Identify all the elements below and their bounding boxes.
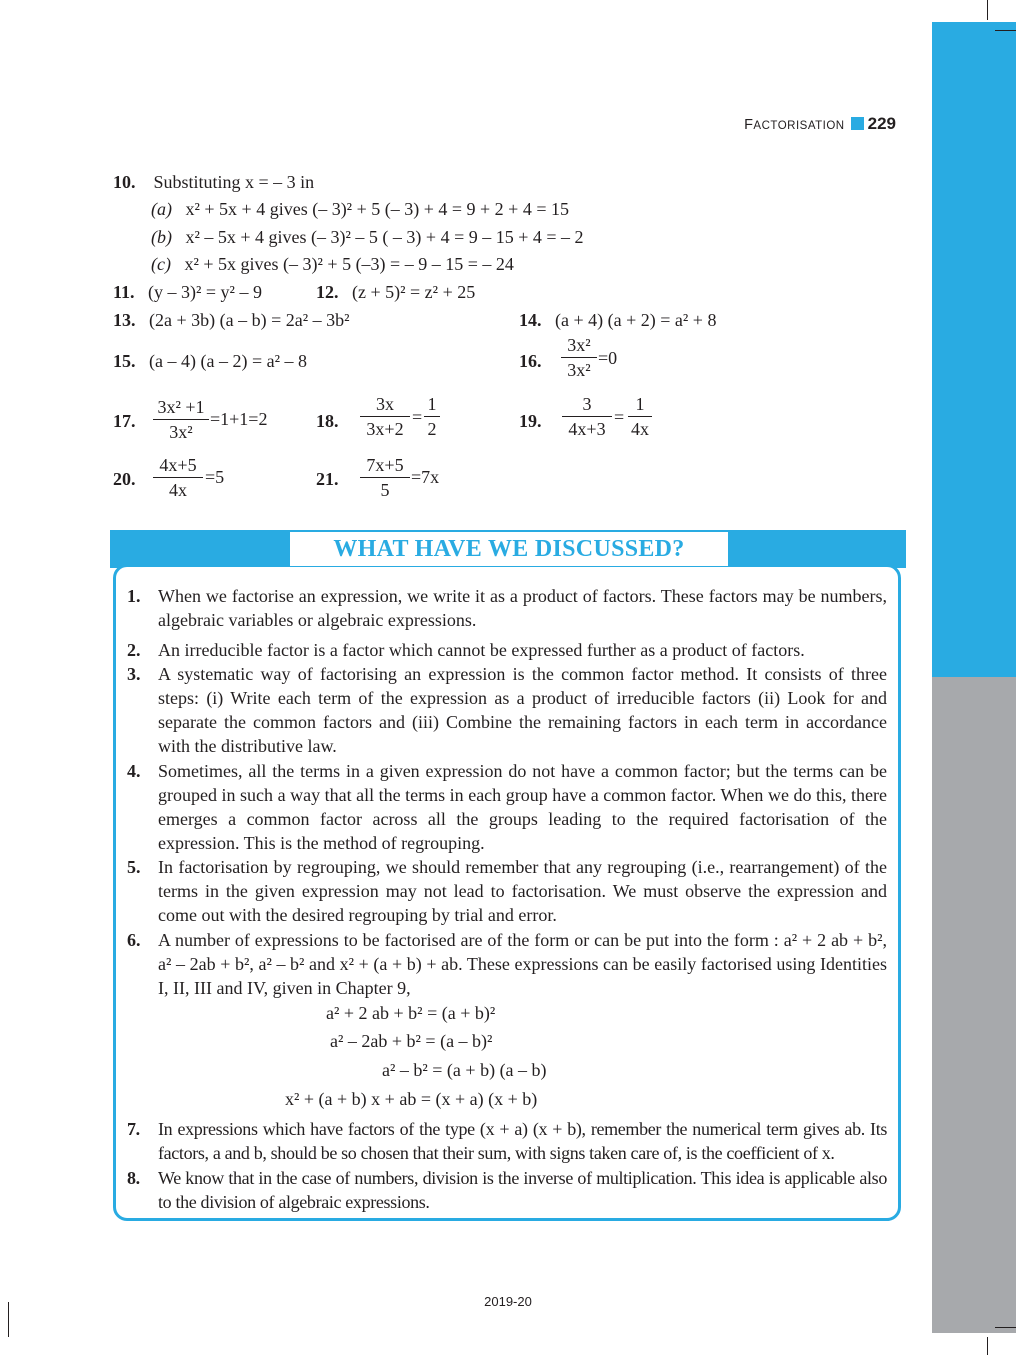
fraction: [360, 393, 410, 440]
point-number: 1.: [127, 586, 141, 606]
answer-number: 17.: [113, 411, 136, 431]
discussion-point-6: [127, 928, 887, 1000]
answer-number: 18.: [316, 411, 339, 431]
fraction: [628, 393, 652, 440]
discussion-point-4: [127, 759, 887, 855]
answer-number: 16.: [519, 351, 542, 371]
discussion-point-2: [127, 638, 887, 662]
answer-text: x² + 5x + 4 gives (– 3)² + 5 (– 3) + 4 = 9 + 2 + 4 = 15: [185, 199, 569, 219]
answer-number: 14.: [519, 310, 542, 330]
answer-number: 15.: [113, 351, 136, 371]
point-text: In factorisation by regrouping, we should remember that any regrouping (i.e., rearrangement) of the terms in the given expression may not lead to factorisation. We must observe the expression and come out with the desired regrouping by trial and error.: [158, 857, 887, 925]
fraction-numerator: 1: [427, 394, 437, 414]
header-square-icon: [851, 117, 864, 130]
answer-number: 10.: [113, 172, 136, 192]
answer-10b: [151, 226, 584, 248]
answer-11: [113, 281, 262, 303]
section-title: FACTORISATION: [744, 117, 845, 133]
equals-sign: =: [614, 407, 625, 427]
fraction-denominator: 5: [380, 480, 390, 500]
fraction: [424, 393, 440, 440]
equals-sign: =: [412, 407, 423, 427]
answer-text: Substituting x = – 3 in: [153, 172, 315, 192]
equation-rhs: =7x: [411, 467, 440, 487]
point-number: 2.: [127, 640, 141, 660]
answer-15: [113, 350, 307, 372]
point-number: 8.: [127, 1168, 140, 1188]
fraction-numerator: 3x² +1: [157, 397, 205, 417]
point-text: In expressions which have factors of the type (x + a) (x + b), remember the numerical term gives ab. Its factors, a and b, should be so chosen that their sum, with signs taken care of, is the coefficient of x.: [158, 1119, 887, 1163]
fraction-denominator: 4x+3: [568, 419, 606, 439]
answer-12: [316, 281, 475, 303]
fraction-numerator: 4x+5: [159, 455, 197, 475]
fraction: [562, 393, 612, 440]
answer-10a: [151, 198, 569, 220]
crop-mark: [995, 30, 1016, 31]
point-number: 3.: [127, 664, 141, 684]
answer-number: 20.: [113, 469, 136, 489]
discussion-point-5: [127, 855, 887, 927]
answer-number: 21.: [316, 469, 339, 489]
answer-10: [113, 171, 314, 193]
point-number: 7.: [127, 1119, 140, 1139]
discussion-point-1: [127, 584, 887, 632]
running-header: [0, 114, 896, 134]
answer-text: x² – 5x + 4 gives (– 3)² – 5 ( – 3) + 4 = 9 – 15 + 4 = – 2: [185, 227, 584, 247]
page-number: 229: [867, 114, 896, 133]
answer-sub-label: (a): [151, 199, 172, 219]
fraction: [153, 396, 209, 443]
fraction-bar: [628, 416, 652, 417]
fraction-bar: [561, 357, 597, 358]
answer-text: (y – 3)² = y² – 9: [148, 282, 262, 302]
fraction-bar: [153, 477, 203, 478]
fraction-denominator: 3x²: [169, 422, 193, 442]
point-number: 6.: [127, 930, 141, 950]
discussion-point-3: [127, 662, 887, 758]
answer-number: 19.: [519, 411, 542, 431]
point-text: A systematic way of factorising an expression is the common factor method. It consists of three steps: (i) Write each term of the expression as a product of irreducible factors (ii) Look for and separate the common factors and (iii) Combine the remaining factors in each term in accordance with the distributive law.: [158, 664, 887, 756]
point-text: An irreducible factor is a factor which cannot be expressed further as a product of factors.: [158, 640, 805, 660]
point-number: 4.: [127, 761, 141, 781]
fraction-numerator: 3: [582, 394, 592, 414]
answer-10c: [151, 253, 514, 275]
identity-2: a² – 2ab + b² = (a – b)²: [330, 1031, 493, 1051]
answer-text: (a – 4) (a – 2) = a² – 8: [149, 351, 307, 371]
fraction-bar: [562, 416, 612, 417]
crop-mark: [987, 0, 988, 20]
footer-year: 2019-20: [484, 1294, 532, 1309]
answer-text: (z + 5)² = z² + 25: [352, 282, 476, 302]
answer-text: (a + 4) (a + 2) = a² + 8: [555, 310, 717, 330]
fraction-numerator: 1: [635, 394, 645, 414]
fraction: [561, 334, 597, 381]
crop-mark: [987, 1337, 988, 1355]
fraction-denominator: 4x: [169, 480, 187, 500]
point-text: When we factorise an expression, we write it as a product of factors. These factors may be numbers, algebraic variables or algebraic expressions.: [158, 586, 887, 630]
answer-text: (2a + 3b) (a – b) = 2a² – 3b²: [149, 310, 350, 330]
identity-3: a² – b² = (a + b) (a – b): [382, 1060, 547, 1080]
answer-text: x² + 5x gives (– 3)² + 5 (–3) = – 9 – 15 = – 24: [184, 254, 514, 274]
fraction-numerator: 7x+5: [366, 455, 404, 475]
discussion-point-8: [127, 1166, 887, 1214]
fraction-bar: [360, 416, 410, 417]
identity-4: x² + (a + b) x + ab = (x + a) (x + b): [285, 1089, 538, 1109]
answer-sub-label: (b): [151, 227, 172, 247]
answer-13: [113, 309, 350, 331]
fraction-bar: [153, 419, 209, 420]
answer-number: 11.: [113, 282, 135, 302]
equation-rhs: =5: [205, 467, 225, 487]
point-text: We know that in the case of numbers, division is the inverse of multiplication. This idea is applicable also to the division of algebraic expressions.: [158, 1168, 887, 1212]
equation-rhs: =1+1=2: [210, 409, 268, 429]
fraction-denominator: 2: [427, 419, 437, 439]
answer-number: 12.: [316, 282, 339, 302]
point-text: A number of expressions to be factorised are of the form or can be put into the form : a² + 2 ab + b², a² – 2ab + b², a² – b² and x² + (a + b) + ab. These expressions can be easily factorised using Identities I, II, III and IV, given in Chapter 9,: [158, 930, 887, 998]
fraction-denominator: 3x+2: [366, 419, 404, 439]
answer-14: [519, 309, 716, 331]
discussion-point-7: [127, 1117, 887, 1165]
answer-number: 13.: [113, 310, 136, 330]
side-bar-blue: [932, 22, 1016, 677]
fraction-bar: [424, 416, 440, 417]
fraction-denominator: 3x²: [567, 360, 591, 380]
answer-sub-label: (c): [151, 254, 171, 274]
discussion-title: WHAT HAVE WE DISCUSSED?: [290, 532, 728, 566]
fraction: [360, 454, 410, 501]
equation-rhs: =0: [598, 348, 618, 368]
identity-1: a² + 2 ab + b² = (a + b)²: [326, 1003, 496, 1023]
point-text: Sometimes, all the terms in a given expression do not have a common factor; but the terms can be grouped in such a way that all the terms in each group have a common factor. When we do this, there emerges a common factor across all the groups leading to the required factorisation of the expression. This is the method of regrouping.: [158, 761, 887, 853]
crop-mark: [995, 1327, 1016, 1328]
fraction-denominator: 4x: [631, 419, 649, 439]
fraction-bar: [360, 477, 410, 478]
point-number: 5.: [127, 857, 141, 877]
side-bar-gray: [932, 677, 1016, 1333]
fraction-numerator: 3x²: [567, 335, 591, 355]
fraction-numerator: 3x: [376, 394, 394, 414]
fraction: [153, 454, 203, 501]
